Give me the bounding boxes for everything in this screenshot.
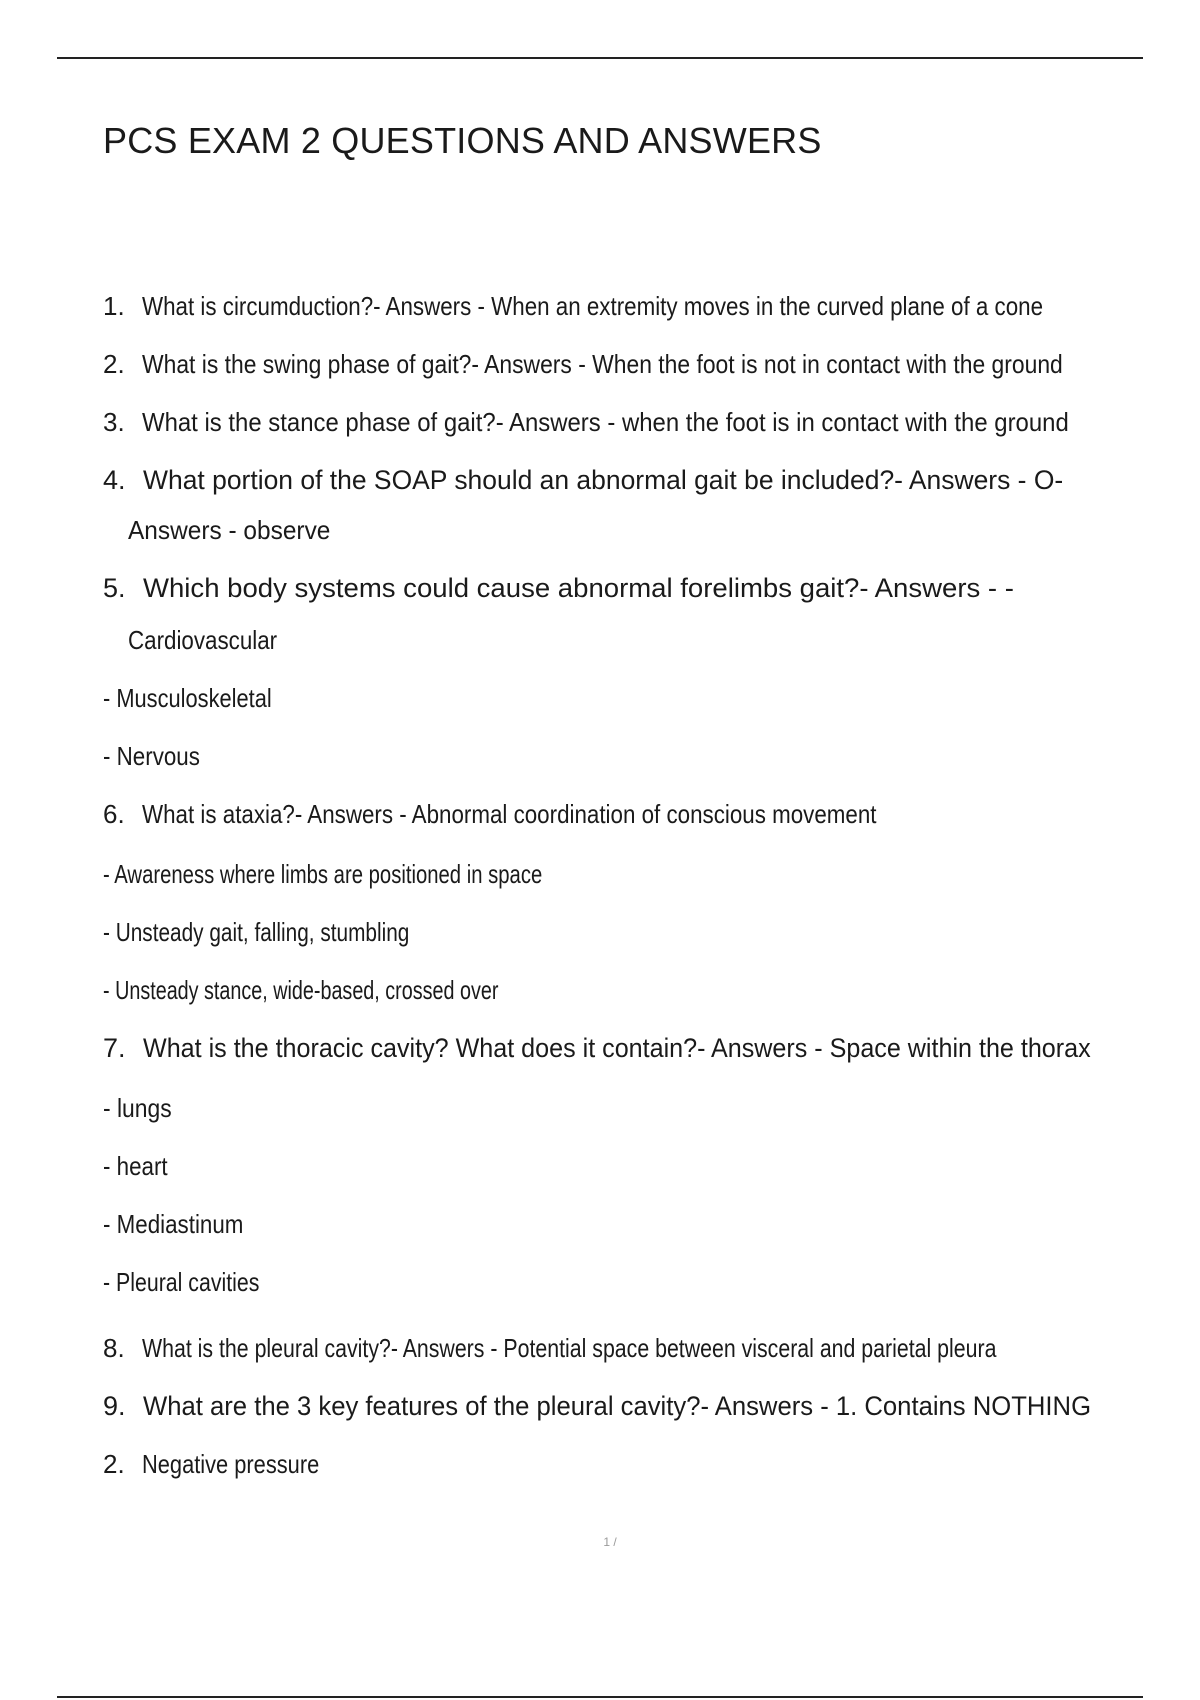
list-item-text: - Musculoskeletal [103,683,272,713]
list-item [103,1208,266,1240]
page-number: 1 / [603,1535,617,1549]
question-number: 5. [103,573,126,603]
question-9 [103,1390,1141,1422]
list-item [103,1266,294,1298]
question-text: Which body systems could cause abnormal forelimbs gait?- Answers - - [143,573,1014,603]
list-item-text: - Mediastinum [103,1209,244,1239]
question-1 [103,290,1190,322]
question-number: 7. [103,1033,126,1063]
question-4-continuation [128,514,343,546]
top-rule [57,57,1143,59]
question-text: What is the pleural cavity?- Answers - Potential space between visceral and parietal pleura [141,1333,997,1363]
list-item [103,740,216,772]
question-number: 1. [103,291,125,321]
question-text: What is the stance phase of gait?- Answers - when the foot is in contact with the ground [141,407,1069,437]
question-number: 6. [103,799,125,829]
question-text: Answers - observe [128,515,331,545]
list-item [103,974,623,1006]
list-item [103,682,304,714]
list-item [103,1092,181,1124]
list-item [103,1448,353,1480]
question-number: 9. [103,1391,126,1421]
document-title: PCS EXAM 2 QUESTIONS AND ANSWERS [103,120,822,161]
question-text: What is the thoracic cavity? What does it contain?- Answers - Space within the thorax [143,1033,1091,1063]
question-text: What is the swing phase of gait?- Answers - When the foot is not in contact with the ground [141,349,1063,379]
list-item [103,1150,178,1182]
list-item-text: - Unsteady stance, wide-based, crossed over [103,975,499,1005]
question-text: What is ataxia?- Answers - Abnormal coordination of conscious movement [141,799,877,829]
question-5 [103,572,1014,604]
question-number: 8. [103,1333,125,1363]
question-2 [103,348,1188,380]
question-5-continuation [128,624,301,656]
bottom-rule [57,1696,1143,1698]
list-item [103,916,486,948]
list-item-text: - Awareness where limbs are positioned in space [103,859,543,889]
list-item-text: - Pleural cavities [103,1267,260,1297]
list-item [103,858,666,890]
list-item-text: - heart [103,1151,168,1181]
question-text: What portion of the SOAP should an abnormal gait be included?- Answers - O- [143,465,1064,495]
question-number: 3. [103,407,125,437]
question-4 [103,464,1082,496]
question-3 [103,406,1149,438]
question-number: 2. [103,349,125,379]
question-7 [103,1032,1162,1064]
question-8 [103,1332,1184,1364]
list-item-text: - lungs [103,1093,172,1123]
question-text: What is circumduction?- Answers - When an extremity moves in the curved plane of a cone [141,291,1043,321]
question-number: 4. [103,465,126,495]
question-text: Cardiovascular [128,625,278,655]
list-item-text: Negative pressure [141,1449,320,1479]
list-item-text: - Nervous [103,741,200,771]
list-item-text: - Unsteady gait, falling, stumbling [103,917,410,947]
question-6 [103,798,996,830]
question-number: 2. [103,1449,125,1479]
question-text: What are the 3 key features of the pleural cavity?- Answers - 1. Contains NOTHING [143,1391,1092,1421]
